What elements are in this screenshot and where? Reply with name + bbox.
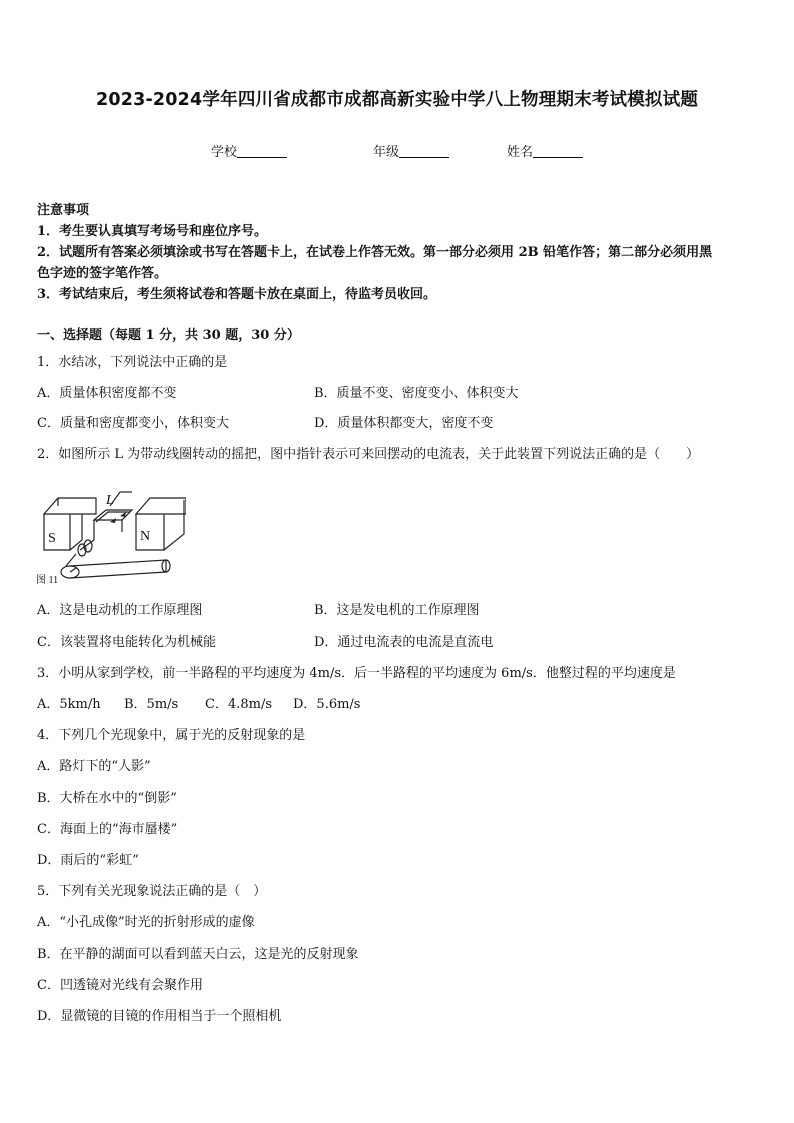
option-a[interactable]: A．“小孔成像”时光的折射形成的虚像 — [37, 915, 255, 930]
notice-item: 3．考试结束后，考生须将试卷和答题卡放在桌面上，待监考员收回。 — [37, 287, 437, 302]
student-info-fields — [0, 141, 794, 161]
notice-item: 1．考生要认真填写考场号和座位序号。 — [37, 224, 268, 239]
option-c[interactable]: C．4.8m/s — [205, 697, 272, 712]
school-field[interactable] — [211, 141, 287, 160]
figure-letter-l: L — [106, 493, 114, 508]
option-d[interactable]: D．质量体积都变大，密度不变 — [314, 416, 494, 431]
question-stem: 4．下列几个光现象中，属于光的反射现象的是 — [37, 728, 306, 743]
option-a[interactable]: A．5km/h — [37, 697, 101, 712]
question-stem: 1．水结冰，下列说法中正确的是 — [37, 355, 228, 370]
option-b[interactable]: B．5m/s — [124, 697, 179, 712]
option-c[interactable]: C．该装置将电能转化为机械能 — [37, 635, 216, 650]
grade-field[interactable] — [373, 141, 449, 160]
grade-blank[interactable] — [399, 144, 449, 158]
figure-letter-s: S — [48, 531, 56, 546]
option-b[interactable]: B．质量不变、密度变小、体积变大 — [314, 386, 519, 401]
section-heading: 一、选择题（每题 1 分，共 30 题，30 分） — [37, 328, 300, 343]
figure-caption: 图 11 — [36, 575, 59, 584]
notice-item: 色字迹的签字笔作答。 — [37, 266, 168, 281]
option-b[interactable]: B．大桥在水中的“倒影” — [37, 791, 177, 806]
grade-label: 年级 — [373, 145, 400, 160]
notice-item: 2．试题所有答案必须填涂或书写在答题卡上，在试卷上作答无效。第一部分必须用 2B 铅笔作答；第二部分必须用黑 — [37, 245, 713, 260]
question-stem: 5．下列有关光现象说法正确的是（ ） — [37, 884, 267, 899]
option-b[interactable]: B．这是发电机的工作原理图 — [314, 603, 480, 618]
option-a[interactable]: A．路灯下的“人影” — [37, 759, 151, 774]
option-d[interactable]: D．显微镜的目镜的作用相当于一个照相机 — [37, 1009, 282, 1024]
option-c[interactable]: C．海面上的“海市蜃楼” — [37, 822, 178, 837]
name-field[interactable] — [507, 141, 583, 160]
option-b[interactable]: B．在平静的湖面可以看到蓝天白云，这是光的反射现象 — [37, 947, 359, 962]
option-d[interactable]: D．雨后的“彩虹” — [37, 853, 139, 868]
question-stem: 2．如图所示 L 为带动线圈转动的摇把，图中指针表示可来回摆动的电流表，关于此装置下列说法正确的是（ ） — [37, 447, 700, 462]
school-blank[interactable] — [237, 144, 287, 158]
option-a[interactable]: A．质量体积密度都不变 — [37, 386, 177, 401]
name-label: 姓名 — [507, 145, 534, 160]
notice-heading: 注意事项 — [37, 203, 90, 218]
figure-letter-n: N — [140, 529, 151, 544]
exam-title: 2023-2024学年四川省成都市成都高新实验中学八上物理期末考试模拟试题 — [95, 90, 699, 110]
generator-figure — [36, 484, 186, 584]
option-d[interactable]: D．通过电流表的电流是直流电 — [314, 635, 494, 650]
option-c[interactable]: C．凹透镜对光线有会聚作用 — [37, 978, 203, 993]
name-blank[interactable] — [533, 144, 583, 158]
option-a[interactable]: A．这是电动机的工作原理图 — [37, 603, 203, 618]
option-c[interactable]: C．质量和密度都变小，体积变大 — [37, 416, 229, 431]
question-stem: 3．小明从家到学校，前一半路程的平均速度为 4m/s．后一半路程的平均速度为 6m/s．他整过程的平均速度是 — [37, 666, 676, 681]
school-label: 学校 — [211, 145, 238, 160]
option-d[interactable]: D．5.6m/s — [293, 697, 361, 712]
